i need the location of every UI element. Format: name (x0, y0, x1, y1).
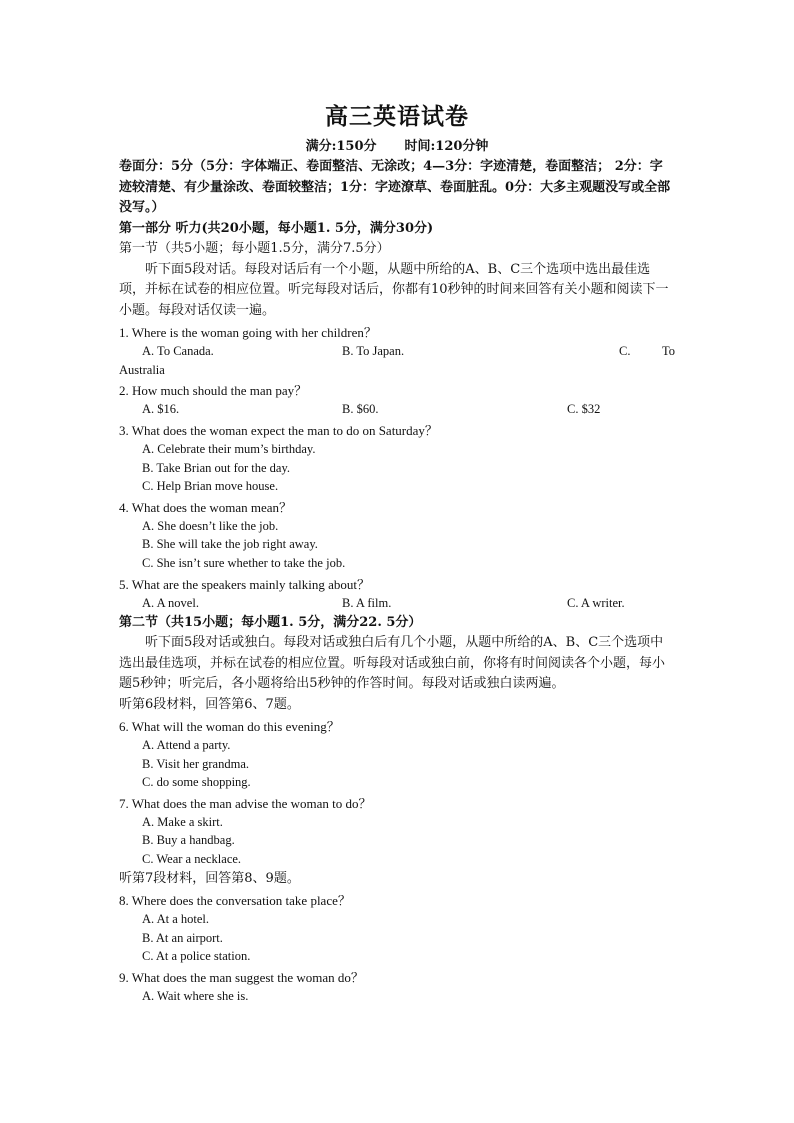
option-a: A. At a hotel. (142, 912, 210, 927)
exam-content (119, 100, 675, 1006)
option-c: C. Wear a necklace. (142, 852, 242, 867)
option-a: A. Wait where she is. (142, 988, 249, 1003)
part1-heading: 第一部分 听力(共20小题，每小题1. 5分，满分30分) (119, 220, 434, 236)
option-b: B. $60. (342, 402, 379, 416)
question-9: 9. What does the man suggest the woman do？ (119, 969, 364, 985)
option-a: A. Celebrate their mum’s birthday. (142, 442, 316, 456)
material-6-note: 听第6段材料，回答第6、7题。 (119, 696, 300, 712)
option-c: C. $32 (567, 402, 601, 416)
exam-subtitle (119, 137, 675, 157)
section1-instructions: 听下面5段对话。每段对话后有一个小题，从题中所给的A、B、C三个选项中选出最佳选项，并标在试卷的相应位置。听完每段对话后，你都有10秒钟的时间来回答有关小题和阅读下一小题。每段对话仅读一遍。 (119, 261, 669, 318)
question-1: 1. Where is the woman going with her children？ (119, 325, 377, 340)
option-b: B. Visit her grandma. (142, 756, 249, 771)
exam-title: 高三英语试卷 (325, 103, 469, 130)
section2-instructions: 听下面5段对话或独白。每段对话或独白后有几个小题，从题中所给的A、B、C三个选项中选出最佳选项，并标在试卷的相应位置。听每段对话或独白前，你将有时间阅读各个小题，每小题5秒钟；听完后，各小题将给出5秒钟的作答时间。每段对话或独白读两遍。 (119, 635, 666, 692)
option-b: B. Take Brian out for the day. (142, 460, 291, 475)
question-2-options (119, 400, 675, 419)
total-score: 满分:150分 (305, 139, 377, 154)
option-c-word: To (661, 344, 675, 358)
question-8: 8. Where does the conversation take place？ (119, 893, 351, 909)
question-6: 6. What will the woman do this evening？ (119, 719, 340, 735)
section2-heading: 第二节（共15小题；每小题1. 5分，满分22. 5分） (119, 614, 422, 630)
question-3: 3. What does the woman expect the man to do on Saturday？ (119, 423, 438, 438)
option-c: C. Help Brian move house. (142, 479, 279, 494)
question-5-options (119, 594, 675, 613)
question-4: 4. What does the woman mean？ (119, 499, 293, 515)
option-a: A. To Canada. (142, 344, 214, 358)
option-c-tail: Australia (119, 363, 165, 377)
option-c-letter: C. (619, 344, 631, 358)
option-c: C. She isn’t sure whether to take the job. (142, 555, 346, 570)
option-a: A. She doesn’t like the job. (142, 518, 279, 533)
material-7-note: 听第7段材料，回答第8、9题。 (119, 870, 300, 886)
option-b: B. Buy a handbag. (142, 833, 235, 848)
option-a: A. Attend a party. (142, 738, 231, 753)
option-b: B. A film. (342, 595, 392, 610)
question-1-options (119, 342, 675, 361)
question-5: 5. What are the speakers mainly talking about？ (119, 576, 371, 592)
neatness-note: 卷面分：5分（5分：字体端正、卷面整洁、无涂改；4—3分：字迹清楚，卷面整洁； 2分：字迹较清楚、有少量涂改、卷面较整洁；1分：字迹潦草、卷面脏乱。0分：大多主观题没写或全部没写。） (119, 159, 671, 215)
question-7: 7. What does the man advise the woman to do？ (119, 795, 372, 811)
option-a: A. A novel. (142, 595, 199, 610)
section1-heading: 第一节（共5小题；每小题1.5分，满分7.5分） (119, 241, 390, 256)
option-a: A. $16. (142, 402, 180, 416)
option-b: B. At an airport. (142, 930, 223, 945)
option-c: C. do some shopping. (142, 775, 251, 790)
option-c: C. At a police station. (142, 949, 251, 964)
option-c: C. A writer. (567, 595, 625, 610)
option-b: B. To Japan. (342, 344, 405, 358)
option-b: B. She will take the job right away. (142, 537, 318, 552)
option-a: A. Make a skirt. (142, 814, 223, 829)
question-2: 2. How much should the man pay？ (119, 383, 308, 398)
exam-time: 时间:120分钟 (404, 139, 489, 154)
option-c (567, 342, 675, 361)
